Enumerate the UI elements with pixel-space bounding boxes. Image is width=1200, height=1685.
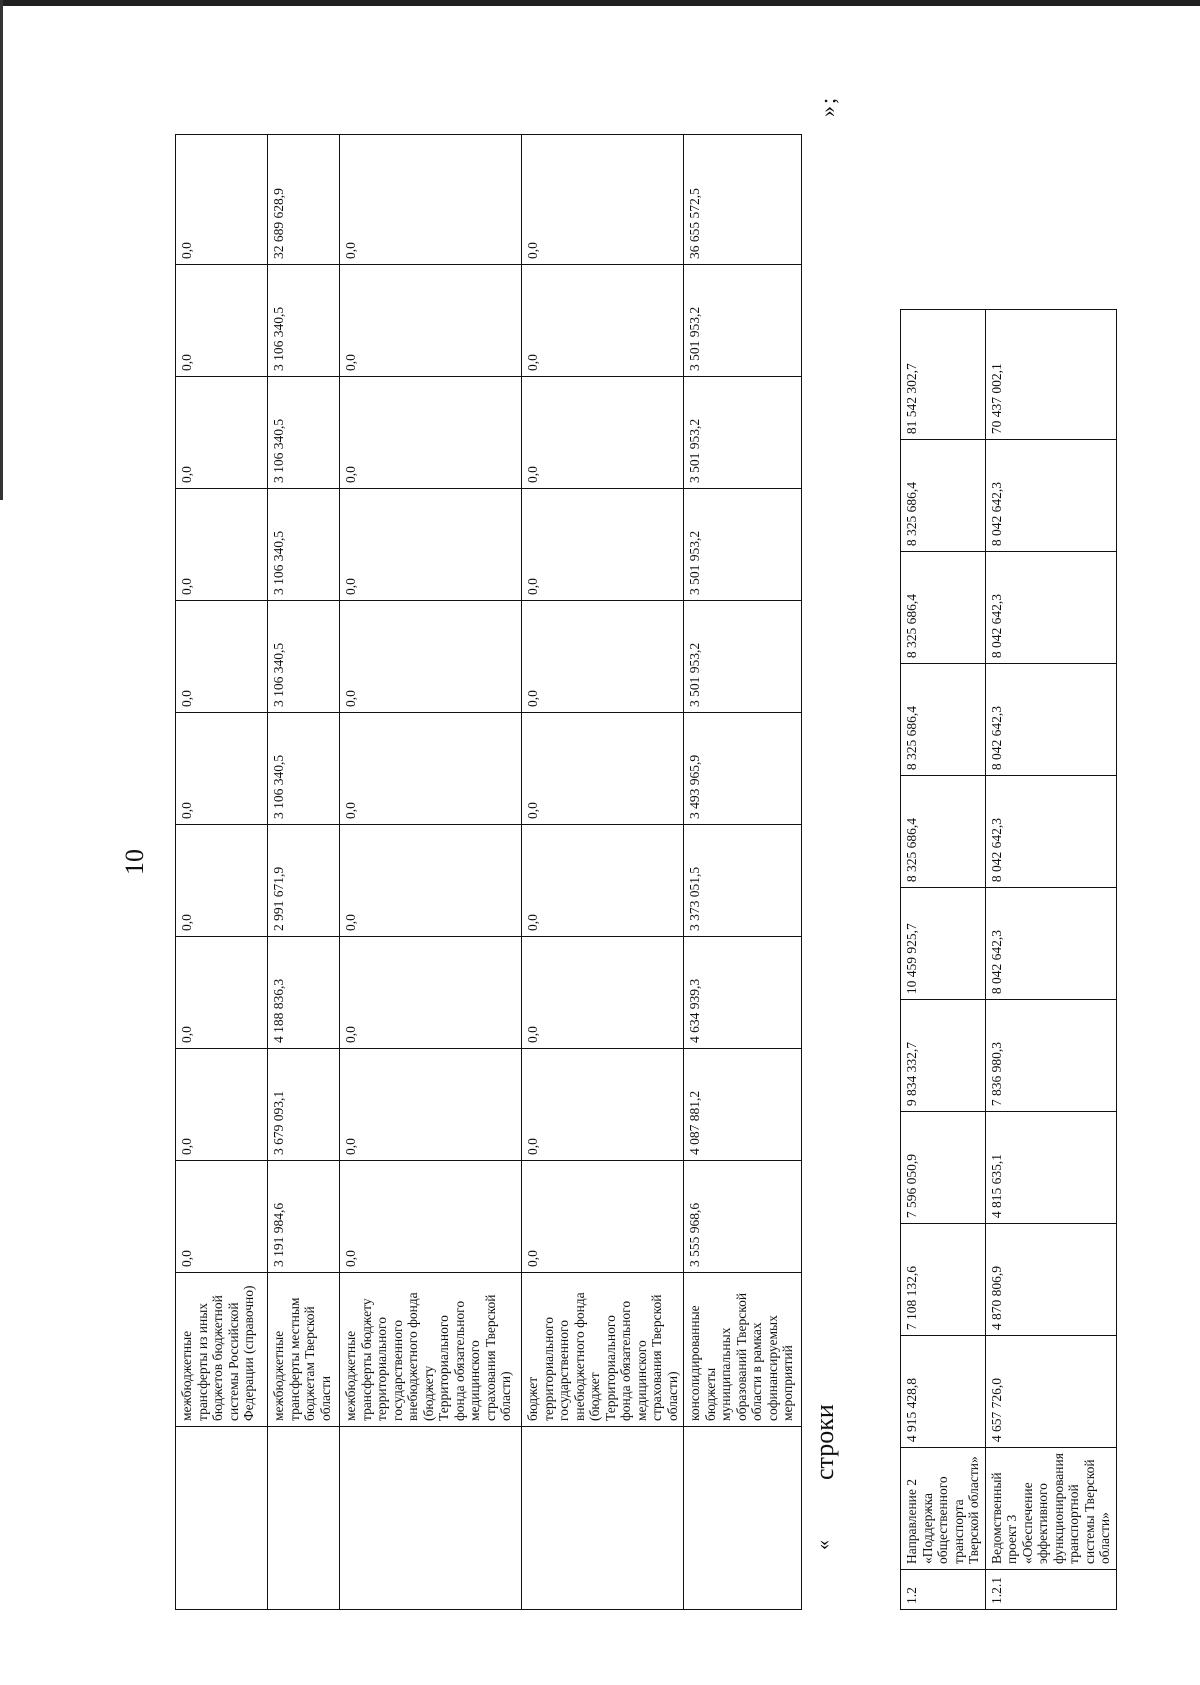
value-cell: 0,0 xyxy=(176,265,268,377)
value-cell: 8 325 686,4 xyxy=(901,440,986,552)
row-label-cell: консолидированные бюджеты муниципальных образований Тверской области в рамках софинансируемых мероприятий xyxy=(684,1273,802,1427)
value-cell: 3 493 965,9 xyxy=(684,713,802,825)
value-cell: 36 655 572,5 xyxy=(684,135,802,265)
value-cell: 0,0 xyxy=(522,1161,684,1273)
value-cell: 0,0 xyxy=(522,713,684,825)
row-label-cell: межбюджетные трансферты местным бюджетам Тверской области xyxy=(268,1273,340,1427)
value-cell: 7 108 132,6 xyxy=(901,1224,986,1336)
row-label-cell: Направление 2 «Поддержка общественного транспорта Тверской области» xyxy=(901,1448,986,1570)
row-label-cell: межбюджетные трансферты из иных бюджетов бюджетной системы Российской Федерации (справочно) xyxy=(176,1273,268,1427)
row-number-cell: 1.2.1 xyxy=(985,1570,1116,1610)
value-cell: 8 325 686,4 xyxy=(901,552,986,664)
row-label-cell: бюджет территориального государственного внебюджетного фонда (бюджет Территориального фонда обязательного медицинского страхования Тверской области) xyxy=(522,1273,684,1427)
row-number-cell xyxy=(684,1427,802,1610)
budget-table-bottom xyxy=(900,309,1117,1610)
value-cell: 0,0 xyxy=(340,1161,522,1273)
row-label-cell: межбюджетные трансферты бюджету территориального государственного внебюджетного фонда (бюджету Территориального фонда обязательного медицинского страхования Тверской области) xyxy=(340,1273,522,1427)
value-cell: 3 106 340,5 xyxy=(268,265,340,377)
value-cell: 0,0 xyxy=(522,377,684,489)
value-cell: 0,0 xyxy=(340,377,522,489)
value-cell: 0,0 xyxy=(522,489,684,601)
value-cell: 3 106 340,5 xyxy=(268,489,340,601)
value-cell: 0,0 xyxy=(340,713,522,825)
word-stroki: строки xyxy=(810,1404,839,1480)
value-cell: 3 501 953,2 xyxy=(684,265,802,377)
value-cell: 0,0 xyxy=(176,601,268,713)
value-cell: 0,0 xyxy=(340,825,522,937)
value-cell: 8 042 642,3 xyxy=(985,888,1116,1000)
value-cell: 2 991 671,9 xyxy=(268,825,340,937)
row-number-cell: 1.2 xyxy=(901,1570,986,1610)
value-cell: 8 042 642,3 xyxy=(985,776,1116,888)
value-cell: 3 191 984,6 xyxy=(268,1161,340,1273)
value-cell: 3 501 953,2 xyxy=(684,489,802,601)
value-cell: 7 836 980,3 xyxy=(985,1000,1116,1112)
value-cell: 3 555 968,6 xyxy=(684,1161,802,1273)
value-cell: 3 106 340,5 xyxy=(268,601,340,713)
value-cell: 0,0 xyxy=(176,1161,268,1273)
value-cell: 3 679 093,1 xyxy=(268,1049,340,1161)
budget-table-top xyxy=(175,134,802,1610)
row-number-cell xyxy=(268,1427,340,1610)
value-cell: 0,0 xyxy=(176,489,268,601)
table-row xyxy=(176,135,268,1610)
value-cell: 4 815 635,1 xyxy=(985,1112,1116,1224)
value-cell: 0,0 xyxy=(340,265,522,377)
row-number-cell xyxy=(340,1427,522,1610)
row-label-cell: Ведомственный проект 3 «Обеспечение эффективного функционирования транспортной системы Тверской области» xyxy=(985,1448,1116,1570)
value-cell: 8 325 686,4 xyxy=(901,776,986,888)
value-cell: 0,0 xyxy=(176,377,268,489)
value-cell: 8 042 642,3 xyxy=(985,664,1116,776)
page-number: 10 xyxy=(120,849,149,875)
closing-quote: »; xyxy=(815,95,840,117)
value-cell: 8 042 642,3 xyxy=(985,440,1116,552)
value-cell: 0,0 xyxy=(176,825,268,937)
table-row xyxy=(522,135,684,1610)
value-cell: 8 042 642,3 xyxy=(985,552,1116,664)
value-cell: 0,0 xyxy=(176,1049,268,1161)
value-cell: 4 915 428,8 xyxy=(901,1336,986,1448)
value-cell: 10 459 925,7 xyxy=(901,888,986,1000)
value-cell: 3 373 051,5 xyxy=(684,825,802,937)
value-cell: 81 542 302,7 xyxy=(901,310,986,440)
table-row xyxy=(268,135,340,1610)
table-row xyxy=(901,310,986,1610)
value-cell: 4 188 836,3 xyxy=(268,937,340,1049)
table-row xyxy=(340,135,522,1610)
table-row xyxy=(684,135,802,1610)
value-cell: 0,0 xyxy=(340,601,522,713)
value-cell: 3 106 340,5 xyxy=(268,377,340,489)
value-cell: 3 501 953,2 xyxy=(684,601,802,713)
value-cell: 4 634 939,3 xyxy=(684,937,802,1049)
value-cell: 4 657 726,0 xyxy=(985,1336,1116,1448)
opening-quote: « xyxy=(812,1540,834,1550)
value-cell: 0,0 xyxy=(340,1049,522,1161)
table-row xyxy=(985,310,1116,1610)
value-cell: 32 689 628,9 xyxy=(268,135,340,265)
value-cell: 7 596 050,9 xyxy=(901,1112,986,1224)
value-cell: 0,0 xyxy=(176,937,268,1049)
value-cell: 8 325 686,4 xyxy=(901,664,986,776)
value-cell: 0,0 xyxy=(522,135,684,265)
value-cell: 0,0 xyxy=(522,1049,684,1161)
value-cell: 3 501 953,2 xyxy=(684,377,802,489)
value-cell: 9 834 332,7 xyxy=(901,1000,986,1112)
value-cell: 0,0 xyxy=(522,601,684,713)
row-number-cell xyxy=(176,1427,268,1610)
value-cell: 4 870 806,9 xyxy=(985,1224,1116,1336)
row-number-cell xyxy=(522,1427,684,1610)
value-cell: 0,0 xyxy=(176,713,268,825)
value-cell: 0,0 xyxy=(340,489,522,601)
value-cell: 0,0 xyxy=(176,135,268,265)
value-cell: 0,0 xyxy=(522,265,684,377)
value-cell: 0,0 xyxy=(340,135,522,265)
value-cell: 70 437 002,1 xyxy=(985,310,1116,440)
value-cell: 3 106 340,5 xyxy=(268,713,340,825)
value-cell: 4 087 881,2 xyxy=(684,1049,802,1161)
value-cell: 0,0 xyxy=(340,937,522,1049)
value-cell: 0,0 xyxy=(522,937,684,1049)
value-cell: 0,0 xyxy=(522,825,684,937)
